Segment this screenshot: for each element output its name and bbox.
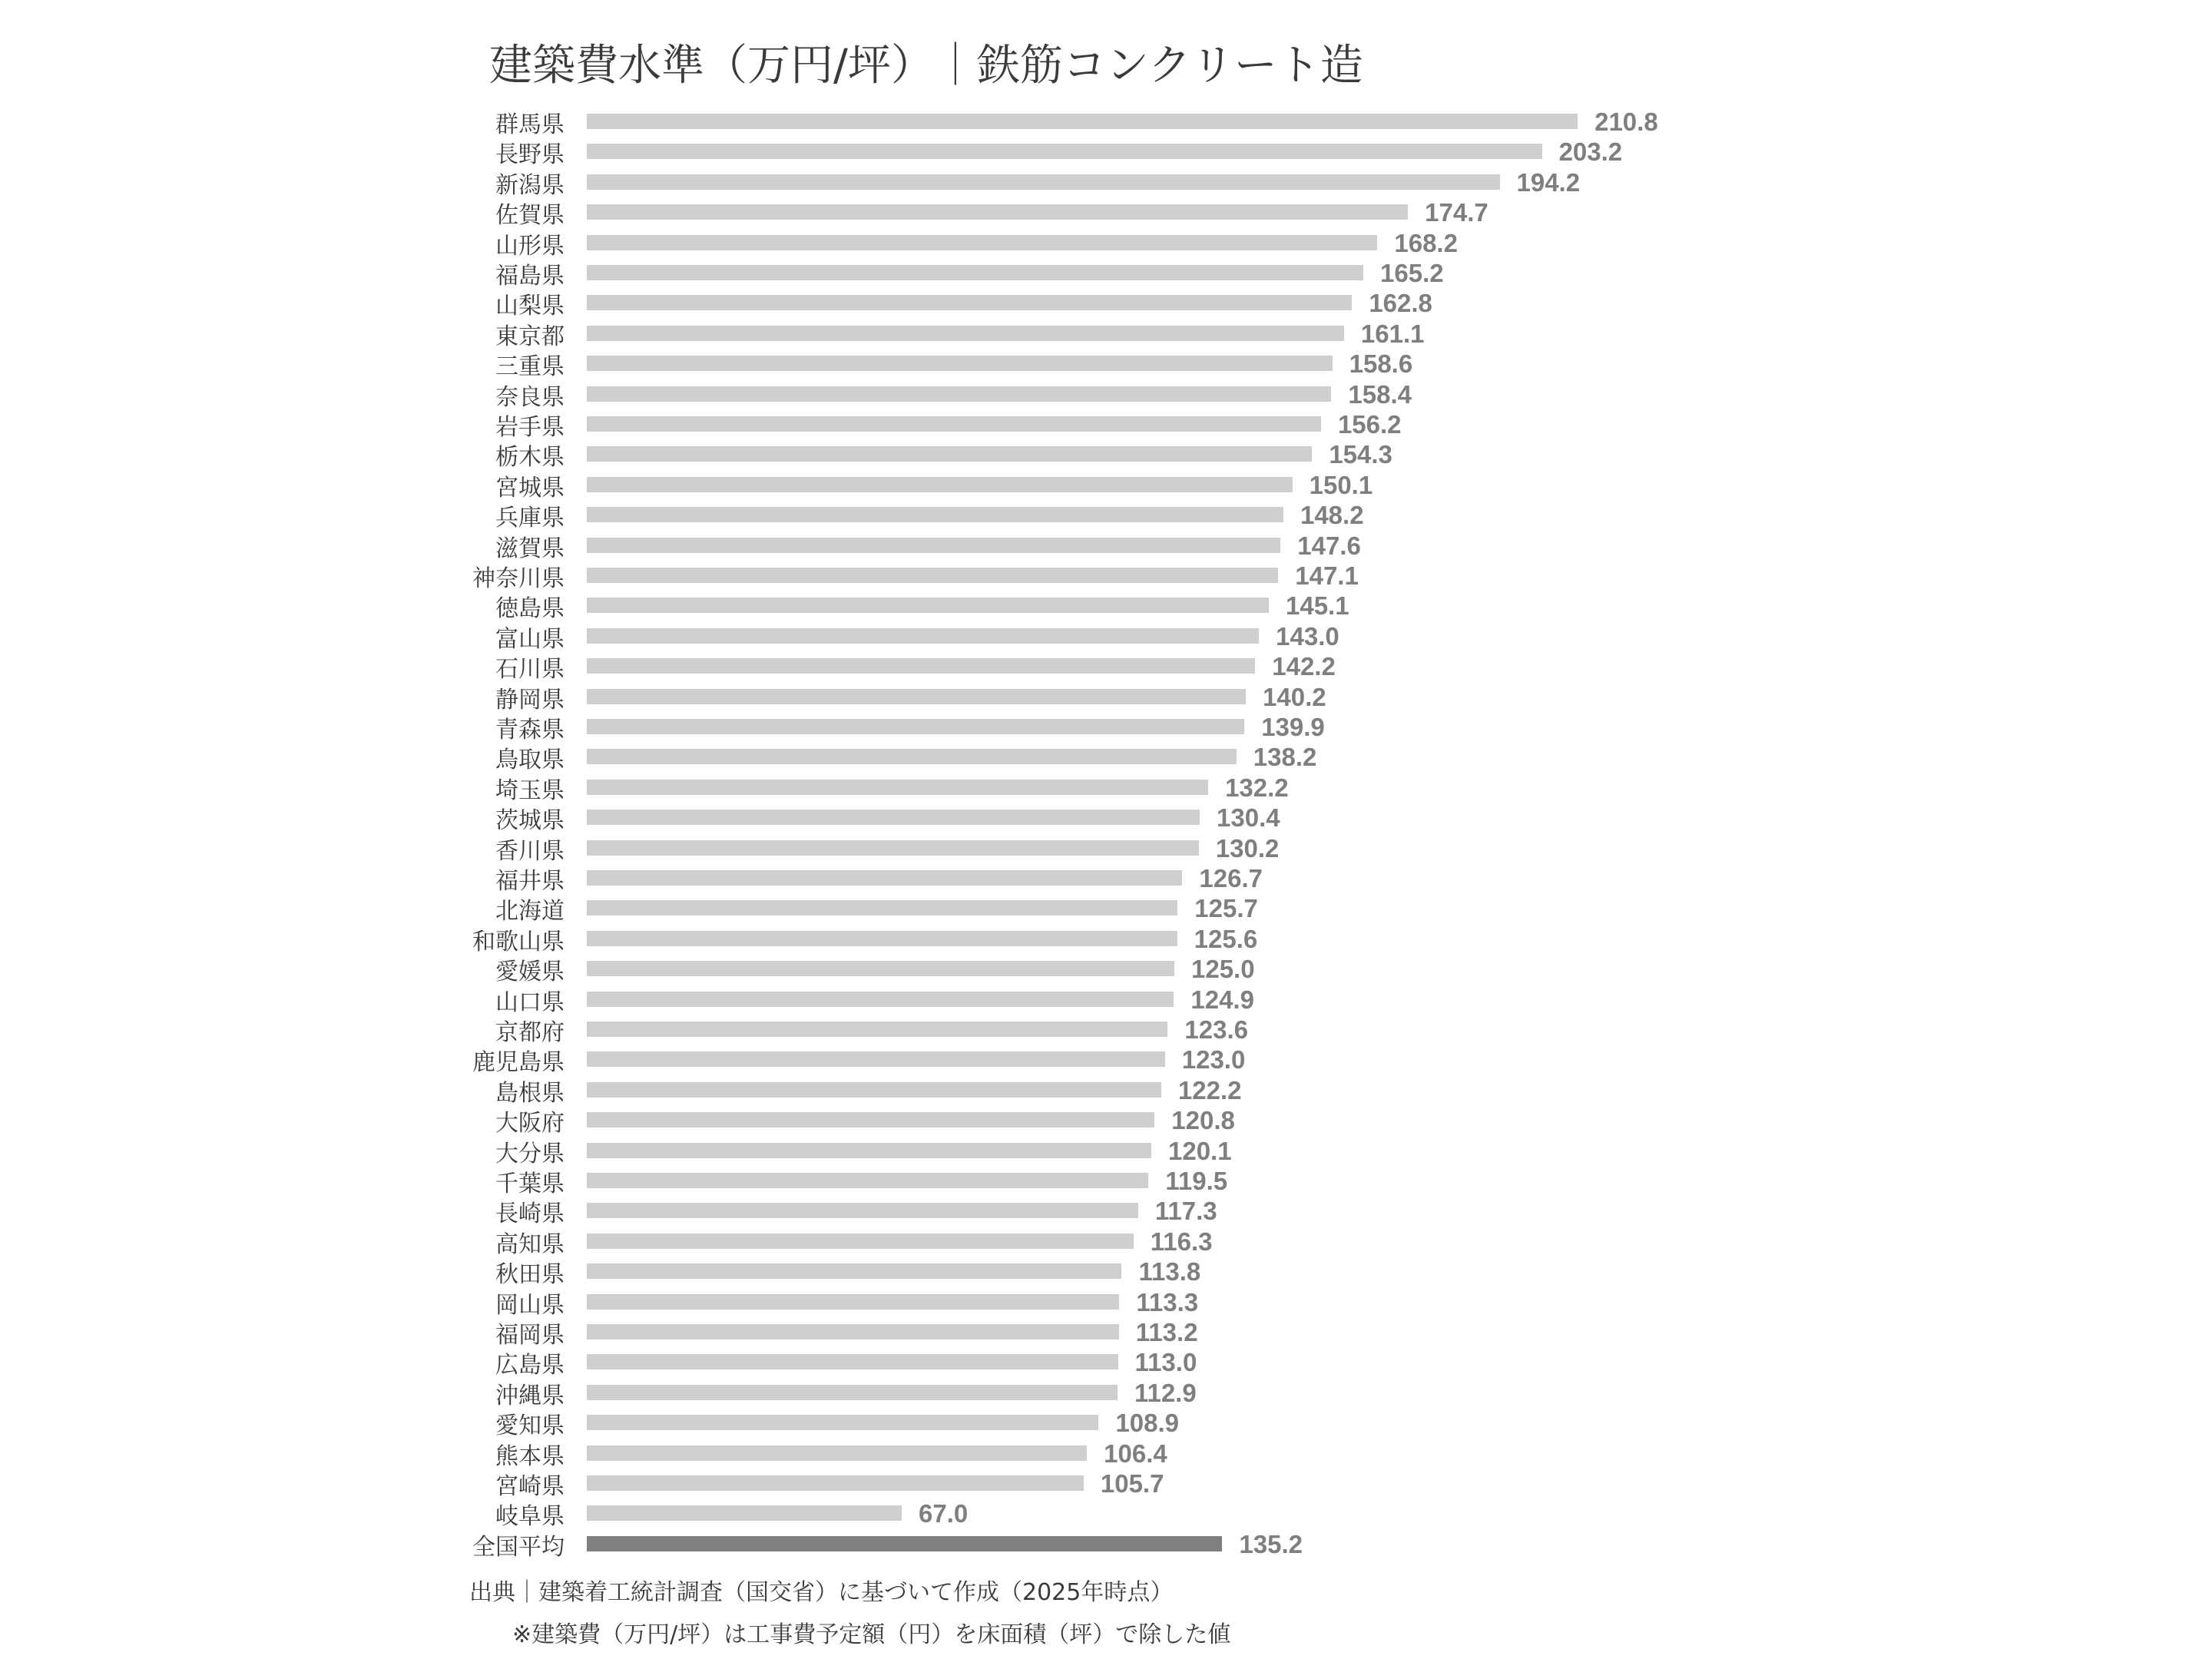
- bar: [587, 1294, 1119, 1310]
- value-label: 142.2: [1272, 652, 1336, 681]
- category-label: 和歌山県: [472, 928, 565, 955]
- value-label: 116.3: [1150, 1227, 1213, 1256]
- bar: [587, 1143, 1151, 1158]
- category-label: 東京都: [495, 323, 565, 350]
- bar-row: [0, 985, 2212, 1016]
- bar: [587, 1082, 1161, 1098]
- category-label: 埼玉県: [495, 777, 565, 804]
- value-label: 140.2: [1263, 682, 1326, 711]
- category-label: 福井県: [495, 868, 565, 895]
- value-label: 147.6: [1297, 531, 1361, 560]
- value-label: 123.0: [1181, 1045, 1246, 1075]
- value-label: 156.2: [1337, 410, 1402, 439]
- bar-row: [0, 894, 2212, 926]
- value-label: 203.2: [1558, 137, 1623, 167]
- category-label: 香川県: [495, 837, 565, 865]
- bar-row-national-average: [0, 1529, 2212, 1561]
- value-label: 130.4: [1217, 803, 1280, 833]
- bar: [587, 1022, 1167, 1037]
- bar-row: [0, 1287, 2212, 1319]
- bar-row: [0, 1136, 2212, 1167]
- value-label: 120.1: [1168, 1136, 1232, 1165]
- bar-row: [0, 743, 2212, 774]
- bar: [587, 235, 1377, 250]
- bar-row: [0, 621, 2212, 653]
- bar: [587, 114, 1578, 129]
- bar-row: [0, 349, 2212, 381]
- value-label: 113.8: [1138, 1257, 1201, 1286]
- category-label: 山形県: [495, 232, 565, 260]
- category-label: 京都府: [495, 1019, 565, 1046]
- category-label: 愛知県: [495, 1412, 565, 1440]
- category-label: 高知県: [495, 1230, 565, 1258]
- value-label: 125.0: [1191, 955, 1255, 984]
- value-label: 125.6: [1194, 924, 1258, 953]
- category-label: 福岡県: [495, 1322, 565, 1349]
- bar-row: [0, 259, 2212, 290]
- value-label: 154.3: [1329, 440, 1392, 469]
- value-label: 108.9: [1115, 1409, 1180, 1438]
- bar: [587, 598, 1269, 613]
- value-label: 112.9: [1134, 1378, 1197, 1407]
- value-label: 139.9: [1261, 713, 1325, 741]
- category-label: 岡山県: [495, 1291, 565, 1319]
- bar: [587, 446, 1312, 462]
- category-label: 岩手県: [495, 414, 565, 441]
- category-label: 岐阜県: [495, 1503, 565, 1531]
- bar-row: [0, 1469, 2212, 1500]
- bar: [587, 689, 1246, 704]
- bar: [587, 1263, 1121, 1279]
- category-label: 熊本県: [495, 1442, 565, 1470]
- value-label: 161.1: [1360, 319, 1425, 348]
- bar: [587, 840, 1199, 856]
- category-label: 長崎県: [495, 1200, 565, 1228]
- bar-row: [0, 713, 2212, 743]
- bar-row: [0, 410, 2212, 441]
- value-label: 210.8: [1594, 108, 1658, 136]
- category-label: 神奈川県: [472, 565, 565, 592]
- category-label: 青森県: [495, 717, 565, 743]
- value-label: 143.0: [1276, 621, 1339, 651]
- value-label: 106.4: [1104, 1439, 1167, 1468]
- national-average-bar: [587, 1536, 1222, 1551]
- bar-row: [0, 167, 2212, 199]
- bar-row: [0, 198, 2212, 230]
- bar: [587, 870, 1182, 886]
- value-label: 119.5: [1165, 1167, 1228, 1195]
- bar: [587, 1445, 1087, 1461]
- bar-row: [0, 803, 2212, 835]
- bar: [587, 719, 1244, 734]
- bar-row: [0, 1348, 2212, 1379]
- bar-row: [0, 1227, 2212, 1258]
- bar-row: [0, 773, 2212, 804]
- bar-row: [0, 440, 2212, 472]
- bar: [587, 1112, 1154, 1128]
- category-label: 千葉県: [495, 1171, 565, 1197]
- bar-row: [0, 1257, 2212, 1289]
- bar: [587, 1475, 1084, 1491]
- value-label: 120.8: [1171, 1106, 1235, 1135]
- value-label: 174.7: [1425, 198, 1488, 227]
- category-label: 大分県: [495, 1140, 565, 1167]
- bar: [587, 295, 1352, 310]
- bar: [587, 144, 1542, 159]
- category-label: 滋賀県: [495, 535, 565, 562]
- bar: [587, 386, 1331, 402]
- bar: [587, 265, 1363, 280]
- category-label: 広島県: [495, 1352, 565, 1379]
- bar-row: [0, 682, 2212, 714]
- bar: [587, 1354, 1118, 1369]
- bar-row: [0, 228, 2212, 260]
- category-label: 群馬県: [495, 111, 565, 138]
- value-label: 113.0: [1134, 1348, 1197, 1377]
- value-label: 125.7: [1194, 894, 1258, 923]
- category-label: 全国平均: [472, 1533, 565, 1561]
- value-label: 165.2: [1380, 259, 1444, 287]
- value-label: 126.7: [1199, 864, 1263, 892]
- category-label: 大阪府: [495, 1110, 565, 1137]
- bar-row: [0, 1197, 2212, 1228]
- value-label: 124.9: [1190, 985, 1254, 1014]
- category-label: 福島県: [495, 263, 565, 290]
- bar: [587, 477, 1293, 492]
- chart-title: 建築費水準（万円/坪）｜鉄筋コンクリート造: [489, 41, 1363, 91]
- value-label: 150.1: [1309, 470, 1373, 499]
- bar: [587, 1051, 1165, 1067]
- value-label: 145.1: [1286, 591, 1349, 621]
- category-label: 秋田県: [495, 1261, 565, 1289]
- value-label: 158.6: [1349, 349, 1413, 379]
- bar-row: [0, 1045, 2212, 1077]
- value-label: 132.2: [1225, 773, 1289, 802]
- category-label: 鹿児島県: [472, 1049, 565, 1077]
- bar-row: [0, 1499, 2212, 1531]
- bar: [587, 507, 1283, 522]
- value-label: 135.2: [1239, 1529, 1303, 1558]
- bar-row: [0, 1075, 2212, 1107]
- bar: [587, 810, 1200, 825]
- category-label: 山梨県: [495, 293, 565, 320]
- bar-row: [0, 108, 2212, 138]
- bar: [587, 780, 1208, 795]
- bar-row: [0, 137, 2212, 169]
- category-label: 徳島県: [495, 595, 565, 623]
- category-label: 石川県: [495, 656, 565, 684]
- category-label: 宮崎県: [495, 1473, 565, 1500]
- bar: [587, 1324, 1119, 1339]
- bar: [587, 628, 1259, 644]
- value-label: 147.1: [1295, 561, 1359, 590]
- bar-row: [0, 319, 2212, 350]
- bar-row: [0, 1015, 2212, 1046]
- bar: [587, 1233, 1134, 1249]
- bar: [587, 174, 1500, 190]
- value-label: 158.4: [1348, 379, 1412, 409]
- bar: [587, 204, 1408, 220]
- bar-row: [0, 470, 2212, 502]
- value-label: 162.8: [1369, 289, 1432, 318]
- category-label: 沖縄県: [495, 1382, 565, 1409]
- bar-row: [0, 1439, 2212, 1470]
- value-label: 113.3: [1136, 1287, 1199, 1316]
- category-label: 兵庫県: [495, 505, 565, 532]
- bar: [587, 900, 1177, 916]
- bar-row: [0, 1167, 2212, 1197]
- bar-row: [0, 379, 2212, 411]
- bar: [587, 992, 1174, 1007]
- source-footnote: 出典｜建築着工統計調査（国交省）に基づいて作成（2025年時点）: [469, 1579, 1174, 1606]
- category-label: 愛媛県: [495, 959, 565, 986]
- bar: [587, 538, 1280, 553]
- definition-footnote: ※建築費（万円/坪）は工事費予定額（円）を床面積（坪）で除した値: [512, 1621, 1231, 1648]
- bar: [587, 416, 1321, 432]
- bar: [587, 658, 1255, 674]
- bar-row: [0, 1378, 2212, 1409]
- value-label: 148.2: [1300, 501, 1364, 530]
- bar: [587, 1505, 902, 1521]
- category-label: 三重県: [495, 353, 565, 381]
- bar-row: [0, 652, 2212, 684]
- category-label: 島根県: [495, 1079, 565, 1107]
- category-label: 鳥取県: [495, 747, 565, 774]
- bar-row: [0, 531, 2212, 562]
- bar-row: [0, 561, 2212, 592]
- category-label: 宮城県: [495, 474, 565, 502]
- category-label: 佐賀県: [495, 202, 565, 230]
- category-label: 新潟県: [495, 171, 565, 199]
- bar: [587, 326, 1344, 341]
- bar-row: [0, 591, 2212, 623]
- bar: [587, 749, 1237, 764]
- bar-row: [0, 501, 2212, 532]
- category-label: 長野県: [495, 141, 565, 169]
- bar-row: [0, 864, 2212, 895]
- bar: [587, 568, 1278, 583]
- category-label: 北海道: [495, 898, 565, 926]
- value-label: 168.2: [1394, 228, 1458, 257]
- category-label: 富山県: [495, 625, 565, 653]
- bar-row: [0, 1318, 2212, 1349]
- bar-row: [0, 1409, 2212, 1440]
- category-label: 奈良県: [495, 383, 565, 411]
- bar-row: [0, 955, 2212, 986]
- category-label: 静岡県: [495, 686, 565, 714]
- bar: [587, 1385, 1118, 1400]
- bar: [587, 1203, 1138, 1218]
- bar-row: [0, 833, 2212, 865]
- category-label: 山口県: [495, 988, 565, 1016]
- bar: [587, 931, 1177, 946]
- bar: [587, 1415, 1098, 1430]
- value-label: 67.0: [919, 1499, 969, 1528]
- value-label: 122.2: [1177, 1075, 1242, 1104]
- bar: [587, 1173, 1148, 1188]
- bar: [587, 356, 1333, 371]
- bar: [587, 961, 1174, 976]
- category-label: 栃木県: [495, 444, 565, 472]
- bar-row: [0, 924, 2212, 955]
- value-label: 130.2: [1215, 833, 1280, 863]
- value-label: 123.6: [1184, 1015, 1249, 1044]
- value-label: 105.7: [1100, 1469, 1164, 1498]
- bar-row: [0, 289, 2212, 320]
- value-label: 194.2: [1516, 167, 1581, 197]
- value-label: 117.3: [1154, 1197, 1217, 1226]
- value-label: 138.2: [1253, 743, 1317, 772]
- bar-row: [0, 1106, 2212, 1137]
- value-label: 113.2: [1135, 1318, 1198, 1346]
- category-label: 茨城県: [495, 807, 565, 835]
